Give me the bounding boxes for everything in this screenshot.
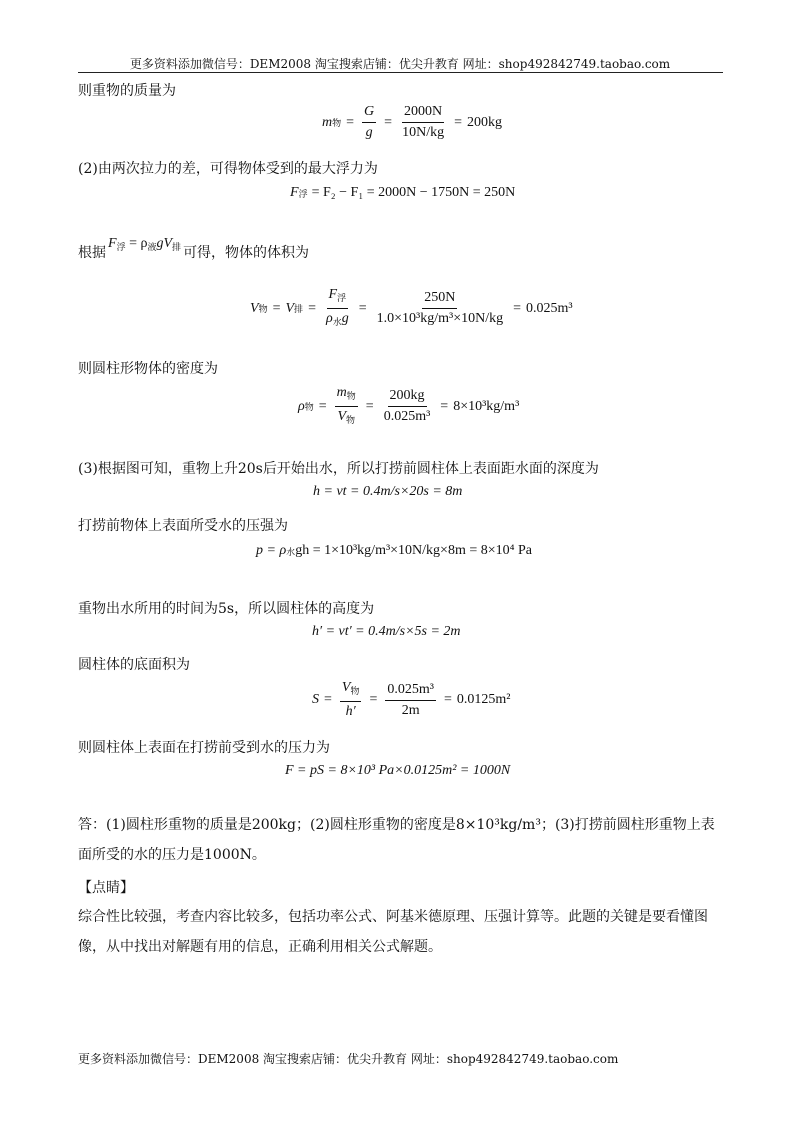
equation-area: S = $\frac{V_物}{h'}$ = $\frac{\text{0.025m³}}{2m}$ = 0.0125m² (312, 680, 511, 719)
equation-depth: h = vt = 0.4m/s×20s = 8m (313, 484, 463, 499)
equation-height: h′ = vt′ = 0.4m/s×5s = 2m (312, 624, 461, 639)
page-header: 更多资料添加微信号：DEM2008 淘宝搜索店铺：优尖升教育 网址：shop492842749.taobao.com (129, 57, 671, 71)
line-force-intro: 则圆柱体上表面在打捞前受到水的压力为 (78, 740, 330, 756)
line-mass-intro: 则重物的质量为 (78, 83, 176, 99)
line-archimedes: 根据 $F_浮 = \rho_液gV_排$ 可得，物体的体积为 (78, 235, 310, 261)
line-density-intro: 则圆柱形物体的密度为 (78, 361, 218, 377)
line-height-intro: 重物出水所用的时间为5s，所以圆柱体的高度为 (78, 601, 375, 617)
answer-paragraph: 答：(1)圆柱形重物的质量是200kg；(2)圆柱形重物的密度是8×10³kg/m³；(3)打捞前圆柱形重物上表面所受的水的压力是1000N。 (78, 817, 715, 863)
line-buoyancy-intro: (2)由两次拉力的差，可得物体受到的最大浮力为 (78, 161, 378, 177)
equation-force: F = pS = 8×10³ Pa×0.0125m² = 1000N (285, 763, 511, 778)
page-footer: 更多资料添加微信号：DEM2008 淘宝搜索店铺：优尖升教育 网址：shop492842749.taobao.com (78, 1052, 619, 1066)
comment-title: 【点睛】 (78, 880, 134, 896)
equation-volume: V 物 = V 排 = $\frac{F_浮}{\rho_水g}$ = $\frac{250N}{\text{1.0×10³kg/m³×10N/kg}}$ = 0.025m³ (250, 287, 573, 327)
inline-formula: $F_浮 = \rho_液gV_排$ (108, 235, 182, 252)
line-area-intro: 圆柱体的底面积为 (78, 657, 190, 673)
equation-mass: m 物 = $\frac{G}{g}$ = $\frac{2000N}{10N/kg}$ = 200kg (322, 104, 502, 140)
equation-density: ρ 物 = $\frac{m_物}{V_物}$ = $\frac{200kg}{\text{0.025m³}}$ = 8×10³kg/m³ (298, 385, 520, 425)
header-rule (78, 72, 723, 73)
equation-pressure: p = ρ 水 gh = 1×10³kg/m³×10N/kg×8m = 8×10⁴ Pa (256, 543, 533, 558)
comment-paragraph: 综合性比较强，考查内容比较多，包括功率公式、阿基米德原理、压强计算等。此题的关键是要看懂图像，从中找出对解题有用的信息，正确利用相关公式解题。 (78, 909, 708, 955)
equation-buoyancy: F 浮 = F₂ − F₁ = 2000N − 1750N = 250N (290, 185, 516, 200)
line-depth-intro: (3)根据图可知，重物上升20s后开始出水，所以打捞前圆柱体上表面距水面的深度为 (78, 461, 599, 477)
line-pressure-intro: 打捞前物体上表面所受水的压强为 (78, 518, 288, 534)
